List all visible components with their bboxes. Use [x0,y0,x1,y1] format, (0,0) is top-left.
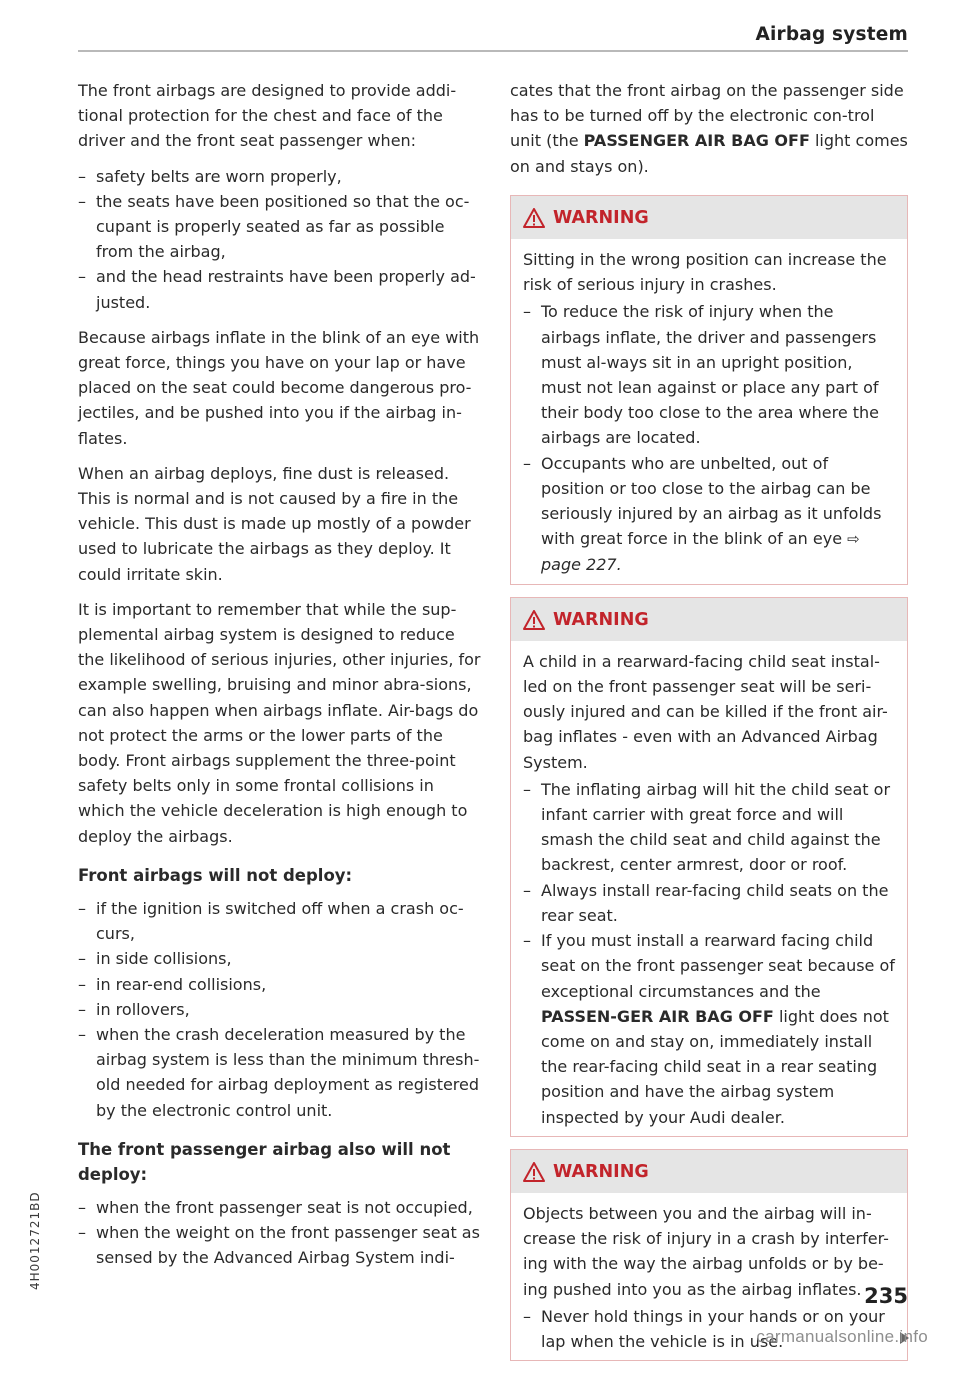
list-item: – The inflating airbag will hit the child seat or infant carrier with great force and will smash the child seat and child against the backrest, center armrest, door or roof. [523,777,895,878]
list-item [523,928,895,1130]
warning-intro: Objects between you and the airbag will in-crease the risk of injury in a crash by interfer-ing with the way the airbag unfolds or by be-ing pushed into you as the airbag inflates. [523,1203,889,1299]
warning-list [523,777,895,1130]
warning-title: WARNING [553,1161,649,1182]
list-item-text: Occupants who are unbelted, out of position or too close to the airbag can be seriously injured by an airbag as it unfolds with great force in the blink of an eye [541,453,882,549]
warning-box [510,195,908,585]
inflate-paragraph: Because airbags inflate in the blink of an eye with great force, things you have on your lap or have placed on the seat could become dangerous pro-jectiles, and be pushed into you if the airbag in-flates. [78,327,480,448]
conditions-list [78,164,483,315]
header-rule [78,50,908,52]
warning-body [511,641,907,1136]
front-airbags-list [78,896,483,1123]
list-item: – in rear-end collisions, [78,972,483,997]
reference-arrow-icon: ⇨ [847,530,860,549]
front-airbags-subheading: Front airbags will not deploy: [78,865,353,885]
continued-text-end: light comes on and stays on). [510,131,908,176]
warning-triangle-icon [523,610,545,630]
warning-header [511,1150,907,1193]
list-item: – the seats have been positioned so that the oc-cupant is properly seated as far as possible from the airbag, [78,189,483,265]
list-item: – To reduce the risk of injury when the airbags inflate, the driver and passengers must al-ways sit in an upright position, must not lean against or place any part of their body too close to the area where the airbags are located. [523,299,895,450]
list-item: – and the head restraints have been properly ad-justed. [78,264,483,314]
passenger-airbag-subheading: The front passenger airbag also will not deploy: [78,1139,451,1184]
warning-triangle-icon [523,208,545,228]
page-number: 235 [864,1284,908,1308]
document-code: 4H0012721BD [28,1191,42,1290]
warning-box [510,597,908,1137]
list-item-text: If you must install a rearward facing child seat on the front passenger seat because of exceptional circumstances and the [541,931,895,1001]
list-item [523,451,895,578]
list-item: – Never hold things in your hands or on your lap when the vehicle is in use. [523,1304,895,1354]
left-column [78,78,483,1280]
list-item: – in rollovers, [78,997,483,1022]
list-item: – when the front passenger seat is not occupied, [78,1195,483,1220]
indicator-label: PASSENGER AIR BAG OFF [583,131,810,151]
important-paragraph: It is important to remember that while the sup-plemental airbag system is designed to reduce the likelihood of serious injuries, other injuries, for example swelling, bruising and minor abra-sions, can also happen when airbags inflate. Air-bags do not protect the arms or the lower parts of the body. Front airbags supplement the three-point safety belts only in some frontal collisions in which the vehicle deceleration is high enough to deploy the airbags. [78,599,481,846]
warning-list [523,299,895,577]
warning-body [511,239,907,584]
right-column [510,78,908,1373]
list-item-text-end: light does not come on and stay on, immediately install the rear-facing child seat in a rear seating position and have the airbag system inspected by your Audi dealer. [541,1006,889,1127]
warning-header [511,598,907,641]
list-item: – when the weight on the front passenger seat as sensed by the Advanced Airbag System indi- [78,1220,483,1270]
intro-paragraph: The front airbags are designed to provide addi-tional protection for the chest and face of the driver and the front seat passenger when: [78,81,457,151]
dust-paragraph: When an airbag deploys, fine dust is released. This is normal and is not caused by a fire in the vehicle. This dust is made up mostly of a powder used to lubricate the airbags as they deploy. It could irritate skin. [78,463,471,584]
passenger-airbag-list [78,1195,483,1271]
list-item: – safety belts are worn properly, [78,164,483,189]
warning-title: WARNING [553,207,649,228]
warning-header [511,196,907,239]
warning-intro: A child in a rearward-facing child seat instal-led on the front passenger seat will be seri-ously injured and can be killed if the front air-bag inflates - even with an Advanced Airbag System. [523,651,888,772]
indicator-label: PASSEN-GER AIR BAG OFF [541,1006,774,1026]
list-item: – in side collisions, [78,946,483,971]
list-item: – Always install rear-facing child seats on the rear seat. [523,878,895,928]
warning-triangle-icon [523,1162,545,1182]
warning-title: WARNING [553,609,649,630]
continued-paragraph [510,78,908,179]
section-title: Airbag system [755,24,908,45]
watermark: carmanualsonline.info [756,1327,928,1346]
page-reference-link[interactable]: page 227. [541,555,622,575]
list-item: – if the ignition is switched off when a crash oc-curs, [78,896,483,946]
continued-text: cates that the front airbag on the passenger side has to be turned off by the electronic con-trol unit (the [510,81,904,151]
warning-intro: Sitting in the wrong position can increase the risk of serious injury in crashes. [523,250,887,295]
list-item: – when the crash deceleration measured by the airbag system is less than the minimum thresh-old needed for airbag deployment as registered by the electronic control unit. [78,1022,483,1123]
